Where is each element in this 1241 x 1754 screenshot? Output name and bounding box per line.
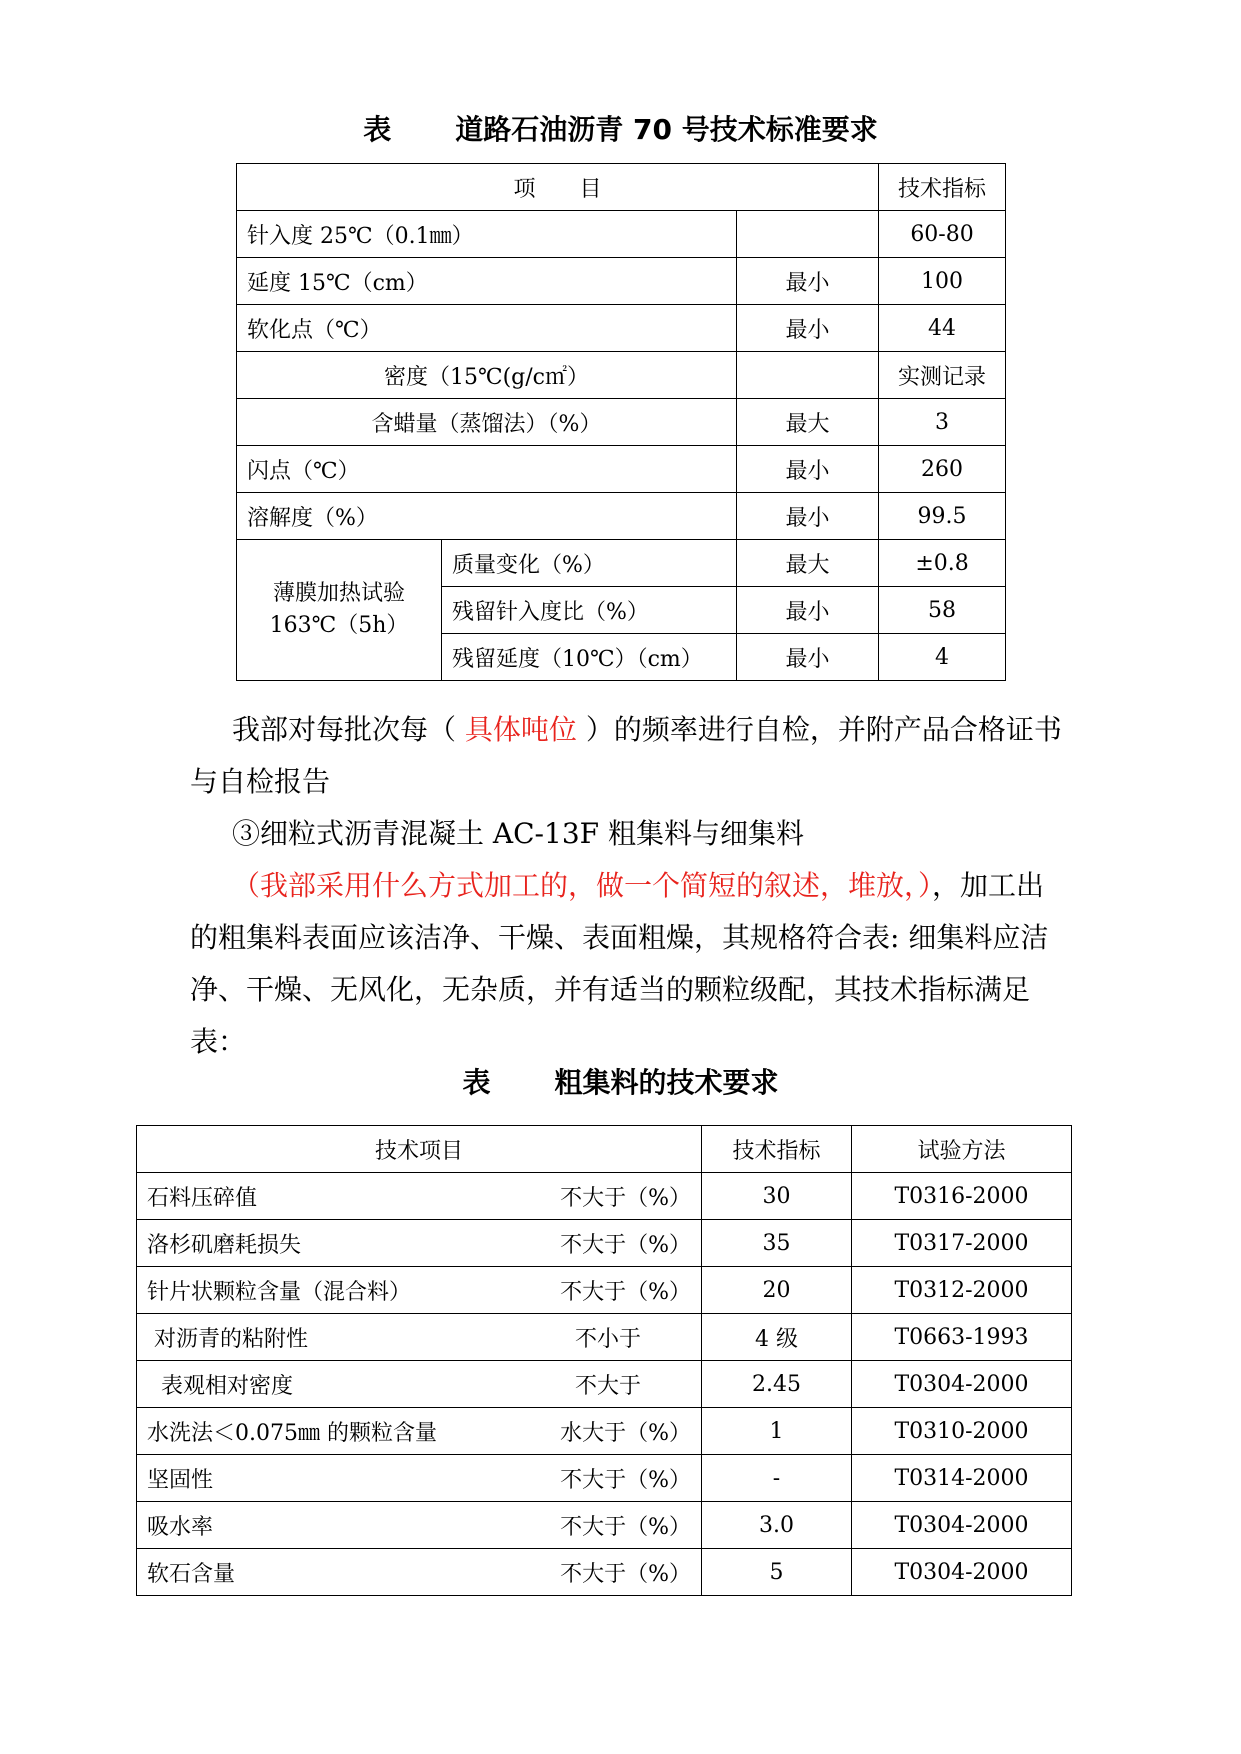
row-name: 对沥青的粘附性 [147,1326,308,1352]
table1-caption-prefix: 表 [363,113,392,146]
row-value: ±0.8 [879,540,1006,587]
table-row [237,352,1006,399]
row-value: 4 [879,634,1006,681]
row-name: 石料压碎值 [147,1185,258,1211]
table-row [137,1502,1072,1549]
row-item [137,1408,702,1455]
p1-text-a: 我部对每批次每（ [232,713,465,746]
row-cond: 不大于（%） [560,1279,691,1305]
row-method: T0317-2000 [852,1220,1072,1267]
p2-text: ③细粒式沥青混凝土 AC-13F 粗集料与细集料 [232,817,804,850]
row-value: 3.0 [702,1502,852,1549]
row-value: 35 [702,1220,852,1267]
p1-placeholder-tonnage: 具体吨位 [464,713,577,746]
table-row [137,1549,1072,1596]
row-cond: 最小 [737,587,879,634]
row-value: 99.5 [879,493,1006,540]
p1-text-b: ）的频率进行自检，并附产品合格证书与自检报告 [190,713,1062,798]
table2-title [0,1065,1241,1101]
row-value: 5 [702,1549,852,1596]
p3-placeholder-processing: （我部采用什么方式加工的，做一个简短的叙述，堆放，） [232,869,933,902]
row-method: T0316-2000 [852,1173,1072,1220]
row-cond: 最小 [737,493,879,540]
row-item [137,1549,702,1596]
row-method: T0310-2000 [852,1408,1072,1455]
row-name: 密度（15℃(g/c㎡） [237,352,737,399]
row-item [137,1220,702,1267]
paragraph-heading-aggregate [190,808,1070,860]
row-name: 软石含量 [147,1561,236,1587]
row-name: 延度 15℃（cm） [237,258,737,305]
row-cond: 不大于 [574,1373,641,1399]
row-name: 水洗法＜0.075㎜ 的颗粒含量 [147,1420,437,1446]
row-cond: 最小 [737,446,879,493]
row-name: 残留延度（10℃）（cm） [442,634,737,681]
table-row [137,1408,1072,1455]
table-row [137,1455,1072,1502]
header-item: 技术项目 [137,1126,702,1173]
row-value: - [702,1455,852,1502]
table2-caption: 粗集料的技术要求 [554,1066,779,1099]
table1-title [0,112,1241,148]
table-row [237,446,1006,493]
header-index: 技术指标 [702,1126,852,1173]
row-value: 30 [702,1173,852,1220]
table-row [237,540,1006,587]
row-value: 44 [879,305,1006,352]
group-label-line1: 薄膜加热试验 [272,581,405,606]
row-cond: 不大于（%） [560,1514,691,1540]
row-value: 1 [702,1408,852,1455]
row-value: 4 级 [702,1314,852,1361]
row-name: 含蜡量（蒸馏法）（%） [237,399,737,446]
row-value: 58 [879,587,1006,634]
table2-caption-prefix: 表 [462,1066,491,1099]
row-name: 残留针入度比（%） [442,587,737,634]
row-cond: 最小 [737,258,879,305]
paragraph-inspection [190,704,1070,808]
row-cond: 水大于（%） [560,1420,691,1446]
row-method: T0304-2000 [852,1361,1072,1408]
row-item [137,1361,702,1408]
table-row [137,1267,1072,1314]
table-row [237,305,1006,352]
row-cond: 最小 [737,305,879,352]
row-cond: 不大于（%） [560,1561,691,1587]
table-row [237,493,1006,540]
table-row [137,1314,1072,1361]
row-item [137,1267,702,1314]
table-row [237,258,1006,305]
row-cond: 最小 [737,634,879,681]
table1-caption: 道路石油沥青 70 号技术标准要求 [455,113,878,146]
row-name: 坚固性 [147,1467,214,1493]
row-value: 3 [879,399,1006,446]
row-method: T0663-1993 [852,1314,1072,1361]
table-row [237,211,1006,258]
header-method: 试验方法 [852,1126,1072,1173]
row-cond [737,352,879,399]
coarse-aggregate-table [136,1125,1072,1596]
group-label [237,540,442,681]
row-name: 针片状颗粒含量（混合料） [147,1279,412,1305]
paragraph-aggregate-requirements [190,860,1070,1068]
row-item [137,1502,702,1549]
row-cond [737,211,879,258]
row-name: 溶解度（%） [237,493,737,540]
row-name: 针入度 25℃（0.1㎜） [237,211,737,258]
table-header-row [137,1126,1072,1173]
table-header-row [237,164,1006,211]
row-value: 60-80 [879,211,1006,258]
row-method: T0314-2000 [852,1455,1072,1502]
row-item [137,1455,702,1502]
row-name: 洛杉矶磨耗损失 [147,1232,302,1258]
header-item: 项 目 [237,164,879,211]
row-value: 2.45 [702,1361,852,1408]
row-name: 吸水率 [147,1514,214,1540]
row-method: T0304-2000 [852,1502,1072,1549]
row-cond: 最大 [737,399,879,446]
row-value: 100 [879,258,1006,305]
table-row [137,1220,1072,1267]
row-method: T0312-2000 [852,1267,1072,1314]
group-label-line2: 163℃（5h） [269,613,409,638]
row-cond: 不大于（%） [560,1467,691,1493]
table-row [237,399,1006,446]
header-index: 技术指标 [879,164,1006,211]
row-item [137,1314,702,1361]
asphalt-spec-table [236,163,1006,681]
table-row [137,1361,1072,1408]
row-item [137,1173,702,1220]
row-name: 表观相对密度 [147,1373,293,1399]
row-name: 闪点（℃） [237,446,737,493]
row-value: 实测记录 [879,352,1006,399]
row-cond: 最大 [737,540,879,587]
row-method: T0304-2000 [852,1549,1072,1596]
row-cond: 不大于（%） [560,1232,691,1258]
row-value: 260 [879,446,1006,493]
row-name: 质量变化（%） [442,540,737,587]
table-row [137,1173,1072,1220]
row-cond: 不大于（%） [560,1185,691,1211]
row-name: 软化点（℃） [237,305,737,352]
p3-text: ，加工出的粗集料表面应该洁净、干燥、表面粗燥，其规格符合表: 细集料应洁净、干燥、无风化，无杂质，并有适当的颗粒级配，其技术指标满足表： [190,869,1049,1058]
row-value: 20 [702,1267,852,1314]
row-cond: 不小于 [574,1326,641,1352]
